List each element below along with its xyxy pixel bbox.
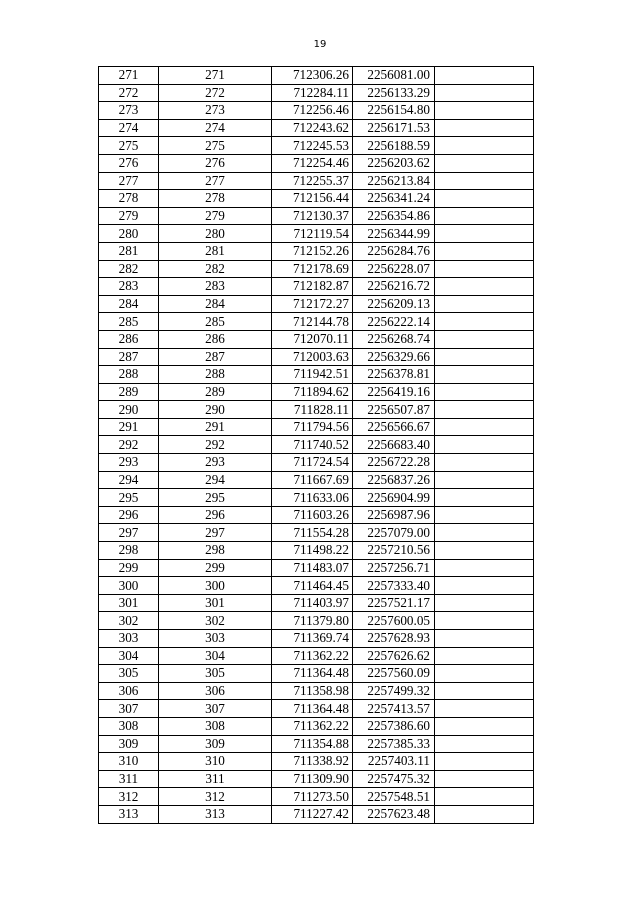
y-coordinate-cell: 2256284.76: [353, 242, 435, 260]
x-coordinate-cell: 711364.48: [272, 700, 353, 718]
y-coordinate-cell: 2257548.51: [353, 788, 435, 806]
y-coordinate-cell: 2257079.00: [353, 524, 435, 542]
x-coordinate-cell: 711364.48: [272, 665, 353, 683]
note-cell: [435, 805, 534, 823]
point-number-cell: 284: [99, 295, 159, 313]
y-coordinate-cell: 2257475.32: [353, 770, 435, 788]
y-coordinate-cell: 2256228.07: [353, 260, 435, 278]
point-number-cell: 311: [99, 770, 159, 788]
y-coordinate-cell: 2257626.62: [353, 647, 435, 665]
note-cell: [435, 788, 534, 806]
point-number-cell: 279: [99, 207, 159, 225]
table-row: [99, 418, 534, 436]
x-coordinate-cell: 711379.80: [272, 612, 353, 630]
point-number-cell: 301: [99, 594, 159, 612]
note-cell: [435, 418, 534, 436]
x-coordinate-cell: 711828.11: [272, 401, 353, 419]
point-number-cell: 281: [99, 242, 159, 260]
point-number-cell: 305: [99, 665, 159, 683]
point-id-cell: 291: [159, 418, 272, 436]
note-cell: [435, 102, 534, 120]
y-coordinate-cell: 2256222.14: [353, 313, 435, 331]
table-row: [99, 542, 534, 560]
note-cell: [435, 295, 534, 313]
x-coordinate-cell: 711724.54: [272, 454, 353, 472]
x-coordinate-cell: 711338.92: [272, 753, 353, 771]
point-id-cell: 302: [159, 612, 272, 630]
note-cell: [435, 401, 534, 419]
point-number-cell: 312: [99, 788, 159, 806]
y-coordinate-cell: 2257600.05: [353, 612, 435, 630]
x-coordinate-cell: 712256.46: [272, 102, 353, 120]
y-coordinate-cell: 2257385.33: [353, 735, 435, 753]
x-coordinate-cell: 711362.22: [272, 647, 353, 665]
table-row: [99, 330, 534, 348]
note-cell: [435, 330, 534, 348]
note-cell: [435, 207, 534, 225]
table-row: [99, 84, 534, 102]
point-id-cell: 310: [159, 753, 272, 771]
point-id-cell: 305: [159, 665, 272, 683]
x-coordinate-cell: 711667.69: [272, 471, 353, 489]
note-cell: [435, 313, 534, 331]
point-id-cell: 301: [159, 594, 272, 612]
point-number-cell: 306: [99, 682, 159, 700]
table-row: [99, 207, 534, 225]
table-row: [99, 753, 534, 771]
point-number-cell: 271: [99, 67, 159, 85]
table-row: [99, 401, 534, 419]
note-cell: [435, 119, 534, 137]
table-row: [99, 489, 534, 507]
page-number: 19: [313, 39, 327, 50]
x-coordinate-cell: 712172.27: [272, 295, 353, 313]
y-coordinate-cell: 2256203.62: [353, 154, 435, 172]
table-row: [99, 665, 534, 683]
y-coordinate-cell: 2256081.00: [353, 67, 435, 85]
point-id-cell: 272: [159, 84, 272, 102]
x-coordinate-cell: 712156.44: [272, 190, 353, 208]
point-id-cell: 306: [159, 682, 272, 700]
table-row: [99, 225, 534, 243]
x-coordinate-cell: 712070.11: [272, 330, 353, 348]
point-id-cell: 307: [159, 700, 272, 718]
point-id-cell: 313: [159, 805, 272, 823]
point-number-cell: 296: [99, 506, 159, 524]
note-cell: [435, 524, 534, 542]
x-coordinate-cell: 712182.87: [272, 278, 353, 296]
y-coordinate-cell: 2256419.16: [353, 383, 435, 401]
y-coordinate-cell: 2256837.26: [353, 471, 435, 489]
x-coordinate-cell: 712178.69: [272, 260, 353, 278]
table-row: [99, 630, 534, 648]
point-id-cell: 311: [159, 770, 272, 788]
x-coordinate-cell: 711369.74: [272, 630, 353, 648]
y-coordinate-cell: 2257628.93: [353, 630, 435, 648]
note-cell: [435, 700, 534, 718]
y-coordinate-cell: 2256213.84: [353, 172, 435, 190]
note-cell: [435, 154, 534, 172]
table-row: [99, 242, 534, 260]
y-coordinate-cell: 2257210.56: [353, 542, 435, 560]
point-number-cell: 307: [99, 700, 159, 718]
point-number-cell: 273: [99, 102, 159, 120]
point-id-cell: 304: [159, 647, 272, 665]
y-coordinate-cell: 2256344.99: [353, 225, 435, 243]
point-number-cell: 274: [99, 119, 159, 137]
point-number-cell: 303: [99, 630, 159, 648]
table-row: [99, 436, 534, 454]
y-coordinate-cell: 2256722.28: [353, 454, 435, 472]
point-number-cell: 280: [99, 225, 159, 243]
note-cell: [435, 383, 534, 401]
point-id-cell: 308: [159, 717, 272, 735]
x-coordinate-cell: 712255.37: [272, 172, 353, 190]
x-coordinate-cell: 711273.50: [272, 788, 353, 806]
note-cell: [435, 506, 534, 524]
note-cell: [435, 594, 534, 612]
point-number-cell: 288: [99, 366, 159, 384]
x-coordinate-cell: 712130.37: [272, 207, 353, 225]
note-cell: [435, 559, 534, 577]
point-number-cell: 302: [99, 612, 159, 630]
point-id-cell: 286: [159, 330, 272, 348]
point-number-cell: 304: [99, 647, 159, 665]
table-row: [99, 313, 534, 331]
table-row: [99, 700, 534, 718]
point-number-cell: 309: [99, 735, 159, 753]
x-coordinate-cell: 712284.11: [272, 84, 353, 102]
y-coordinate-cell: 2256154.80: [353, 102, 435, 120]
point-id-cell: 297: [159, 524, 272, 542]
point-number-cell: 295: [99, 489, 159, 507]
point-number-cell: 291: [99, 418, 159, 436]
point-id-cell: 296: [159, 506, 272, 524]
point-id-cell: 288: [159, 366, 272, 384]
point-number-cell: 292: [99, 436, 159, 454]
point-id-cell: 275: [159, 137, 272, 155]
x-coordinate-cell: 712144.78: [272, 313, 353, 331]
table-row: [99, 805, 534, 823]
point-number-cell: 287: [99, 348, 159, 366]
note-cell: [435, 225, 534, 243]
table-row: [99, 735, 534, 753]
y-coordinate-cell: 2257623.48: [353, 805, 435, 823]
point-id-cell: 285: [159, 313, 272, 331]
table-row: [99, 559, 534, 577]
point-id-cell: 276: [159, 154, 272, 172]
note-cell: [435, 260, 534, 278]
note-cell: [435, 242, 534, 260]
table-row: [99, 154, 534, 172]
point-id-cell: 300: [159, 577, 272, 595]
table-row: [99, 67, 534, 85]
x-coordinate-cell: 711554.28: [272, 524, 353, 542]
point-number-cell: 275: [99, 137, 159, 155]
point-number-cell: 285: [99, 313, 159, 331]
table-row: [99, 102, 534, 120]
y-coordinate-cell: 2257403.11: [353, 753, 435, 771]
y-coordinate-cell: 2256133.29: [353, 84, 435, 102]
point-id-cell: 273: [159, 102, 272, 120]
point-number-cell: 313: [99, 805, 159, 823]
table-row: [99, 647, 534, 665]
x-coordinate-cell: 711498.22: [272, 542, 353, 560]
point-number-cell: 272: [99, 84, 159, 102]
point-id-cell: 298: [159, 542, 272, 560]
y-coordinate-cell: 2257386.60: [353, 717, 435, 735]
table-row: [99, 471, 534, 489]
table-row: [99, 524, 534, 542]
x-coordinate-cell: 712245.53: [272, 137, 353, 155]
point-id-cell: 295: [159, 489, 272, 507]
x-coordinate-cell: 712243.62: [272, 119, 353, 137]
table-row: [99, 788, 534, 806]
table-row: [99, 260, 534, 278]
x-coordinate-cell: 712152.26: [272, 242, 353, 260]
coordinates-table-body: [99, 67, 534, 824]
point-number-cell: 293: [99, 454, 159, 472]
point-id-cell: 274: [159, 119, 272, 137]
x-coordinate-cell: 712306.26: [272, 67, 353, 85]
point-number-cell: 286: [99, 330, 159, 348]
table-row: [99, 172, 534, 190]
point-id-cell: 279: [159, 207, 272, 225]
y-coordinate-cell: 2257256.71: [353, 559, 435, 577]
point-id-cell: 290: [159, 401, 272, 419]
point-number-cell: 310: [99, 753, 159, 771]
note-cell: [435, 770, 534, 788]
note-cell: [435, 717, 534, 735]
table-row: [99, 366, 534, 384]
y-coordinate-cell: 2256378.81: [353, 366, 435, 384]
table-row: [99, 383, 534, 401]
point-id-cell: 278: [159, 190, 272, 208]
point-number-cell: 290: [99, 401, 159, 419]
point-number-cell: 298: [99, 542, 159, 560]
point-id-cell: 283: [159, 278, 272, 296]
point-id-cell: 280: [159, 225, 272, 243]
y-coordinate-cell: 2256566.67: [353, 418, 435, 436]
y-coordinate-cell: 2256987.96: [353, 506, 435, 524]
note-cell: [435, 753, 534, 771]
y-coordinate-cell: 2256268.74: [353, 330, 435, 348]
point-id-cell: 292: [159, 436, 272, 454]
x-coordinate-cell: 711740.52: [272, 436, 353, 454]
x-coordinate-cell: 711403.97: [272, 594, 353, 612]
point-id-cell: 281: [159, 242, 272, 260]
y-coordinate-cell: 2256341.24: [353, 190, 435, 208]
point-number-cell: 276: [99, 154, 159, 172]
x-coordinate-cell: 711464.45: [272, 577, 353, 595]
point-number-cell: 277: [99, 172, 159, 190]
x-coordinate-cell: 711942.51: [272, 366, 353, 384]
table-row: [99, 506, 534, 524]
note-cell: [435, 630, 534, 648]
table-row: [99, 137, 534, 155]
x-coordinate-cell: 711894.62: [272, 383, 353, 401]
point-number-cell: 289: [99, 383, 159, 401]
note-cell: [435, 137, 534, 155]
y-coordinate-cell: 2256171.53: [353, 119, 435, 137]
note-cell: [435, 489, 534, 507]
table-row: [99, 577, 534, 595]
x-coordinate-cell: 711227.42: [272, 805, 353, 823]
table-row: [99, 278, 534, 296]
note-cell: [435, 67, 534, 85]
note-cell: [435, 190, 534, 208]
x-coordinate-cell: 711362.22: [272, 717, 353, 735]
point-number-cell: 299: [99, 559, 159, 577]
note-cell: [435, 348, 534, 366]
y-coordinate-cell: 2256683.40: [353, 436, 435, 454]
point-id-cell: 287: [159, 348, 272, 366]
point-id-cell: 312: [159, 788, 272, 806]
table-row: [99, 190, 534, 208]
point-number-cell: 283: [99, 278, 159, 296]
x-coordinate-cell: 711483.07: [272, 559, 353, 577]
point-id-cell: 277: [159, 172, 272, 190]
y-coordinate-cell: 2256904.99: [353, 489, 435, 507]
y-coordinate-cell: 2257521.17: [353, 594, 435, 612]
y-coordinate-cell: 2257413.57: [353, 700, 435, 718]
note-cell: [435, 278, 534, 296]
note-cell: [435, 436, 534, 454]
x-coordinate-cell: 711354.88: [272, 735, 353, 753]
note-cell: [435, 735, 534, 753]
note-cell: [435, 542, 534, 560]
y-coordinate-cell: 2256209.13: [353, 295, 435, 313]
table-row: [99, 682, 534, 700]
x-coordinate-cell: 711603.26: [272, 506, 353, 524]
note-cell: [435, 577, 534, 595]
table-row: [99, 454, 534, 472]
point-id-cell: 284: [159, 295, 272, 313]
table-row: [99, 770, 534, 788]
point-number-cell: 294: [99, 471, 159, 489]
point-id-cell: 271: [159, 67, 272, 85]
y-coordinate-cell: 2256216.72: [353, 278, 435, 296]
y-coordinate-cell: 2256329.66: [353, 348, 435, 366]
y-coordinate-cell: 2256188.59: [353, 137, 435, 155]
table-row: [99, 295, 534, 313]
y-coordinate-cell: 2257499.32: [353, 682, 435, 700]
x-coordinate-cell: 711794.56: [272, 418, 353, 436]
y-coordinate-cell: 2256507.87: [353, 401, 435, 419]
coordinates-table: [98, 66, 534, 824]
note-cell: [435, 172, 534, 190]
point-number-cell: 308: [99, 717, 159, 735]
point-number-cell: 297: [99, 524, 159, 542]
x-coordinate-cell: 711633.06: [272, 489, 353, 507]
x-coordinate-cell: 712254.46: [272, 154, 353, 172]
note-cell: [435, 612, 534, 630]
point-id-cell: 282: [159, 260, 272, 278]
y-coordinate-cell: 2257560.09: [353, 665, 435, 683]
point-number-cell: 300: [99, 577, 159, 595]
x-coordinate-cell: 711309.90: [272, 770, 353, 788]
note-cell: [435, 471, 534, 489]
y-coordinate-cell: 2256354.86: [353, 207, 435, 225]
table-row: [99, 612, 534, 630]
table-row: [99, 717, 534, 735]
x-coordinate-cell: 712003.63: [272, 348, 353, 366]
point-id-cell: 289: [159, 383, 272, 401]
point-id-cell: 293: [159, 454, 272, 472]
note-cell: [435, 682, 534, 700]
point-id-cell: 309: [159, 735, 272, 753]
point-id-cell: 294: [159, 471, 272, 489]
table-row: [99, 348, 534, 366]
note-cell: [435, 84, 534, 102]
point-number-cell: 278: [99, 190, 159, 208]
x-coordinate-cell: 712119.54: [272, 225, 353, 243]
point-id-cell: 303: [159, 630, 272, 648]
table-row: [99, 594, 534, 612]
note-cell: [435, 366, 534, 384]
x-coordinate-cell: 711358.98: [272, 682, 353, 700]
table-row: [99, 119, 534, 137]
note-cell: [435, 454, 534, 472]
note-cell: [435, 665, 534, 683]
y-coordinate-cell: 2257333.40: [353, 577, 435, 595]
point-number-cell: 282: [99, 260, 159, 278]
note-cell: [435, 647, 534, 665]
point-id-cell: 299: [159, 559, 272, 577]
